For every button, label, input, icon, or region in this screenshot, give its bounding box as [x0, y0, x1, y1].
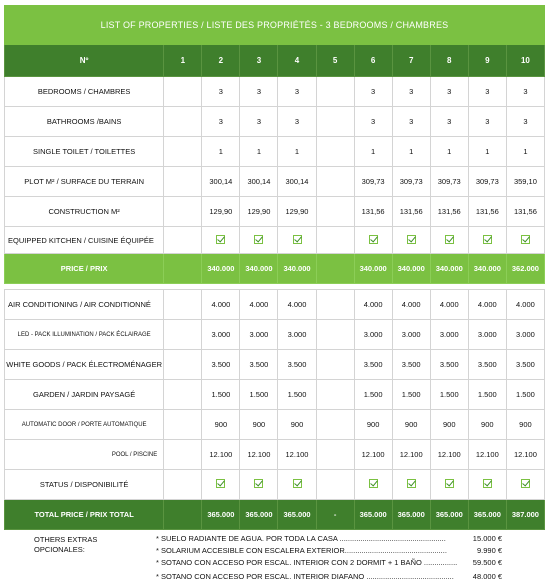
value-cell [316, 107, 354, 137]
value-cell: 3 [392, 107, 430, 137]
check-cell [506, 227, 544, 254]
value-cell: 3 [202, 107, 240, 137]
value-cell: 3 [202, 77, 240, 107]
check-cell [354, 227, 392, 254]
value-cell: 3.500 [506, 350, 544, 380]
value-cell: 1.500 [202, 380, 240, 410]
check-cell [506, 470, 544, 500]
value-cell: 129,90 [278, 197, 316, 227]
value-cell: 3 [354, 77, 392, 107]
checkmark-icon [407, 479, 416, 488]
table-row [5, 440, 545, 470]
value-cell: 3.000 [392, 320, 430, 350]
value-cell [316, 320, 354, 350]
extra-price: 15.000 € [472, 534, 502, 543]
table-row [5, 290, 545, 320]
value-cell: 300,14 [240, 167, 278, 197]
value-cell: 900 [202, 410, 240, 440]
row-label: STATUS / DISPONIBILITÉ [5, 470, 164, 500]
value-cell: 12.100 [354, 440, 392, 470]
value-cell [164, 410, 202, 440]
value-cell: 3.000 [240, 320, 278, 350]
total-value: - [316, 500, 354, 530]
value-cell: 131,56 [506, 197, 544, 227]
value-cell: 359,10 [506, 167, 544, 197]
value-cell: 1 [278, 137, 316, 167]
extras-heading: OTHERS EXTRAS OPCIONALES: [34, 535, 98, 554]
value-cell: 1 [430, 137, 468, 167]
value-cell: 131,56 [392, 197, 430, 227]
value-cell: 12.100 [430, 440, 468, 470]
checkmark-icon [483, 235, 492, 244]
value-cell [164, 440, 202, 470]
value-cell: 3.000 [468, 320, 506, 350]
value-cell [316, 350, 354, 380]
value-cell [316, 290, 354, 320]
row-label: BATHROOMS /BAINS [5, 107, 164, 137]
total-value: 365.000 [354, 500, 392, 530]
value-cell: 12.100 [392, 440, 430, 470]
value-cell: 1.500 [506, 380, 544, 410]
value-cell: 300,14 [278, 167, 316, 197]
price-row [5, 254, 545, 284]
title-row [5, 6, 545, 45]
value-cell: 1 [202, 137, 240, 167]
price-value: 340.000 [354, 254, 392, 284]
value-cell: 900 [506, 410, 544, 440]
value-cell: 3 [430, 77, 468, 107]
price-value: 340.000 [278, 254, 316, 284]
table-title: LIST OF PROPERTIES / LISTE DES PROPRIÉTÉS - 3 BEDROOMS / CHAMBRES [5, 6, 545, 45]
check-cell [392, 470, 430, 500]
total-value: 387.000 [506, 500, 544, 530]
extra-price: 9.990 € [476, 546, 502, 555]
value-cell [316, 440, 354, 470]
table-row [5, 410, 545, 440]
total-value: 365.000 [430, 500, 468, 530]
value-cell: 3.500 [278, 350, 316, 380]
checkmark-icon [293, 479, 302, 488]
table-row [5, 107, 545, 137]
value-cell: 3 [506, 77, 544, 107]
value-cell: 3.500 [430, 350, 468, 380]
value-cell [316, 77, 354, 107]
check-cell [240, 470, 278, 500]
property-number: 2 [202, 45, 240, 77]
value-cell: 131,56 [354, 197, 392, 227]
value-cell [164, 380, 202, 410]
total-value [164, 500, 202, 530]
value-cell: 900 [392, 410, 430, 440]
value-cell: 1 [354, 137, 392, 167]
value-cell: 12.100 [202, 440, 240, 470]
value-cell [316, 410, 354, 440]
value-cell: 131,56 [430, 197, 468, 227]
checkmark-icon [293, 235, 302, 244]
row-label: BEDROOMS / CHAMBRES [5, 77, 164, 107]
table-row [5, 197, 545, 227]
value-cell: 300,14 [202, 167, 240, 197]
value-cell: 12.100 [506, 440, 544, 470]
value-cell: 309,73 [430, 167, 468, 197]
value-cell: 3.500 [240, 350, 278, 380]
value-cell: 3 [240, 107, 278, 137]
row-label: LED - PACK ILLUMINATION / PACK ÉCLAIRAGE [5, 320, 164, 350]
value-cell: 3 [468, 77, 506, 107]
value-cell: 3 [430, 107, 468, 137]
total-value: 365.000 [202, 500, 240, 530]
table-row [5, 320, 545, 350]
check-cell [202, 470, 240, 500]
checkmark-icon [369, 235, 378, 244]
value-cell: 4.000 [202, 290, 240, 320]
value-cell: 131,56 [468, 197, 506, 227]
value-cell: 12.100 [468, 440, 506, 470]
price-value: 362.000 [506, 254, 544, 284]
check-cell [316, 227, 354, 254]
check-cell [164, 227, 202, 254]
extra-price: 48.000 € [472, 572, 502, 581]
value-cell [164, 290, 202, 320]
property-number: 8 [430, 45, 468, 77]
checkmark-icon [521, 479, 530, 488]
price-value [316, 254, 354, 284]
price-value: 340.000 [430, 254, 468, 284]
value-cell: 1 [392, 137, 430, 167]
checkmark-icon [216, 235, 225, 244]
value-cell: 3.000 [202, 320, 240, 350]
value-cell: 900 [430, 410, 468, 440]
value-cell: 4.000 [468, 290, 506, 320]
check-cell [430, 470, 468, 500]
row-label: AUTOMATIC DOOR / PORTE AUTOMATIQUE [5, 410, 164, 440]
checkmark-icon [445, 235, 454, 244]
row-label: AIR CONDITIONING / AIR CONDITIONNÉ [5, 290, 164, 320]
value-cell: 3 [278, 77, 316, 107]
value-cell: 309,73 [354, 167, 392, 197]
price-value: 340.000 [240, 254, 278, 284]
table-row [5, 380, 545, 410]
price-value: 340.000 [202, 254, 240, 284]
extra-item: * SOTANO CON ACCESO POR ESCAL. INTERIOR CON 2 DORMIT + 1 BAÑO ................ [156, 558, 458, 567]
value-cell [164, 320, 202, 350]
check-cell [278, 470, 316, 500]
value-cell: 3.500 [202, 350, 240, 380]
properties-table [4, 5, 545, 530]
value-cell: 3 [392, 77, 430, 107]
value-cell: 1.500 [430, 380, 468, 410]
check-cell [392, 227, 430, 254]
value-cell: 309,73 [468, 167, 506, 197]
price-label: PRICE / PRIX [5, 254, 164, 284]
value-cell: 3.000 [430, 320, 468, 350]
table-row [5, 77, 545, 107]
extra-item: * SUELO RADIANTE DE AGUA. POR TODA LA CASA ................................................... [156, 534, 446, 543]
table-row [5, 350, 545, 380]
value-cell: 129,90 [202, 197, 240, 227]
property-number: 3 [240, 45, 278, 77]
extra-item: * SOTANO CON ACCESO POR ESCAL. INTERIOR DIAFANO .......................................... [156, 572, 454, 581]
value-cell: 1.500 [468, 380, 506, 410]
check-cell [164, 470, 202, 500]
value-cell: 3 [468, 107, 506, 137]
checkmark-icon [407, 235, 416, 244]
check-cell [468, 227, 506, 254]
value-cell: 3 [506, 107, 544, 137]
check-cell [354, 470, 392, 500]
value-cell [164, 107, 202, 137]
total-label: TOTAL PRICE / PRIX TOTAL [5, 500, 164, 530]
value-cell [316, 167, 354, 197]
property-number: 10 [506, 45, 544, 77]
value-cell: 3 [240, 77, 278, 107]
property-number: 4 [278, 45, 316, 77]
total-value: 365.000 [240, 500, 278, 530]
checkmark-icon [216, 479, 225, 488]
check-cell [278, 227, 316, 254]
number-header-row [5, 45, 545, 77]
value-cell: 3 [278, 107, 316, 137]
value-cell: 1.500 [354, 380, 392, 410]
value-cell [164, 167, 202, 197]
value-cell: 4.000 [430, 290, 468, 320]
checkmark-icon [521, 235, 530, 244]
check-cell [240, 227, 278, 254]
value-cell: 12.100 [278, 440, 316, 470]
row-label: WHITE GOODS / PACK ÉLECTROMÉNAGER [5, 350, 164, 380]
number-header-label: Nº [5, 45, 164, 77]
checkmark-icon [254, 235, 263, 244]
table-row [5, 167, 545, 197]
value-cell: 1 [468, 137, 506, 167]
check-cell [468, 470, 506, 500]
row-label: POOL / PISCINE [5, 440, 164, 470]
row-label: CONSTRUCTION M² [5, 197, 164, 227]
checkmark-icon [254, 479, 263, 488]
value-cell: 900 [240, 410, 278, 440]
value-cell [316, 380, 354, 410]
value-cell: 3.000 [354, 320, 392, 350]
value-cell: 12.100 [240, 440, 278, 470]
value-cell [164, 197, 202, 227]
value-cell: 900 [468, 410, 506, 440]
value-cell: 4.000 [392, 290, 430, 320]
value-cell: 4.000 [354, 290, 392, 320]
value-cell: 3.500 [354, 350, 392, 380]
property-number: 9 [468, 45, 506, 77]
checkmark-icon [445, 479, 454, 488]
value-cell: 900 [278, 410, 316, 440]
value-cell: 3.500 [392, 350, 430, 380]
value-cell [316, 197, 354, 227]
value-cell: 3.000 [278, 320, 316, 350]
property-number: 5 [316, 45, 354, 77]
property-number: 1 [164, 45, 202, 77]
property-number: 7 [392, 45, 430, 77]
extra-price: 59.500 € [472, 558, 502, 567]
table-row [5, 227, 545, 254]
value-cell: 3.000 [506, 320, 544, 350]
check-cell [430, 227, 468, 254]
value-cell: 1.500 [392, 380, 430, 410]
row-label: GARDEN / JARDIN PAYSAGÉ [5, 380, 164, 410]
check-cell [316, 470, 354, 500]
value-cell: 4.000 [240, 290, 278, 320]
extra-item: * SOLARIUM ACCESIBLE CON ESCALERA EXTERIOR................................................. [156, 546, 447, 555]
value-cell [164, 350, 202, 380]
value-cell: 3.500 [468, 350, 506, 380]
table-row [5, 470, 545, 500]
value-cell [164, 77, 202, 107]
total-value: 365.000 [392, 500, 430, 530]
price-value: 340.000 [468, 254, 506, 284]
price-value: 340.000 [392, 254, 430, 284]
value-cell: 129,90 [240, 197, 278, 227]
property-number: 6 [354, 45, 392, 77]
checkmark-icon [483, 479, 492, 488]
value-cell: 309,73 [392, 167, 430, 197]
row-label: PLOT M² / SURFACE DU TERRAIN [5, 167, 164, 197]
total-value: 365.000 [278, 500, 316, 530]
value-cell: 1.500 [278, 380, 316, 410]
row-label: EQUIPPED KITCHEN / CUISINE ÉQUIPÉE [5, 227, 164, 254]
value-cell: 4.000 [278, 290, 316, 320]
price-value [164, 254, 202, 284]
value-cell: 900 [354, 410, 392, 440]
value-cell: 4.000 [506, 290, 544, 320]
row-label: SINGLE TOILET / TOILETTES [5, 137, 164, 167]
value-cell: 1 [506, 137, 544, 167]
value-cell: 1.500 [240, 380, 278, 410]
check-cell [202, 227, 240, 254]
total-row [5, 500, 545, 530]
value-cell: 3 [354, 107, 392, 137]
total-value: 365.000 [468, 500, 506, 530]
value-cell [316, 137, 354, 167]
value-cell [164, 137, 202, 167]
checkmark-icon [369, 479, 378, 488]
optional-extras [0, 528, 550, 588]
value-cell: 1 [240, 137, 278, 167]
table-row [5, 137, 545, 167]
